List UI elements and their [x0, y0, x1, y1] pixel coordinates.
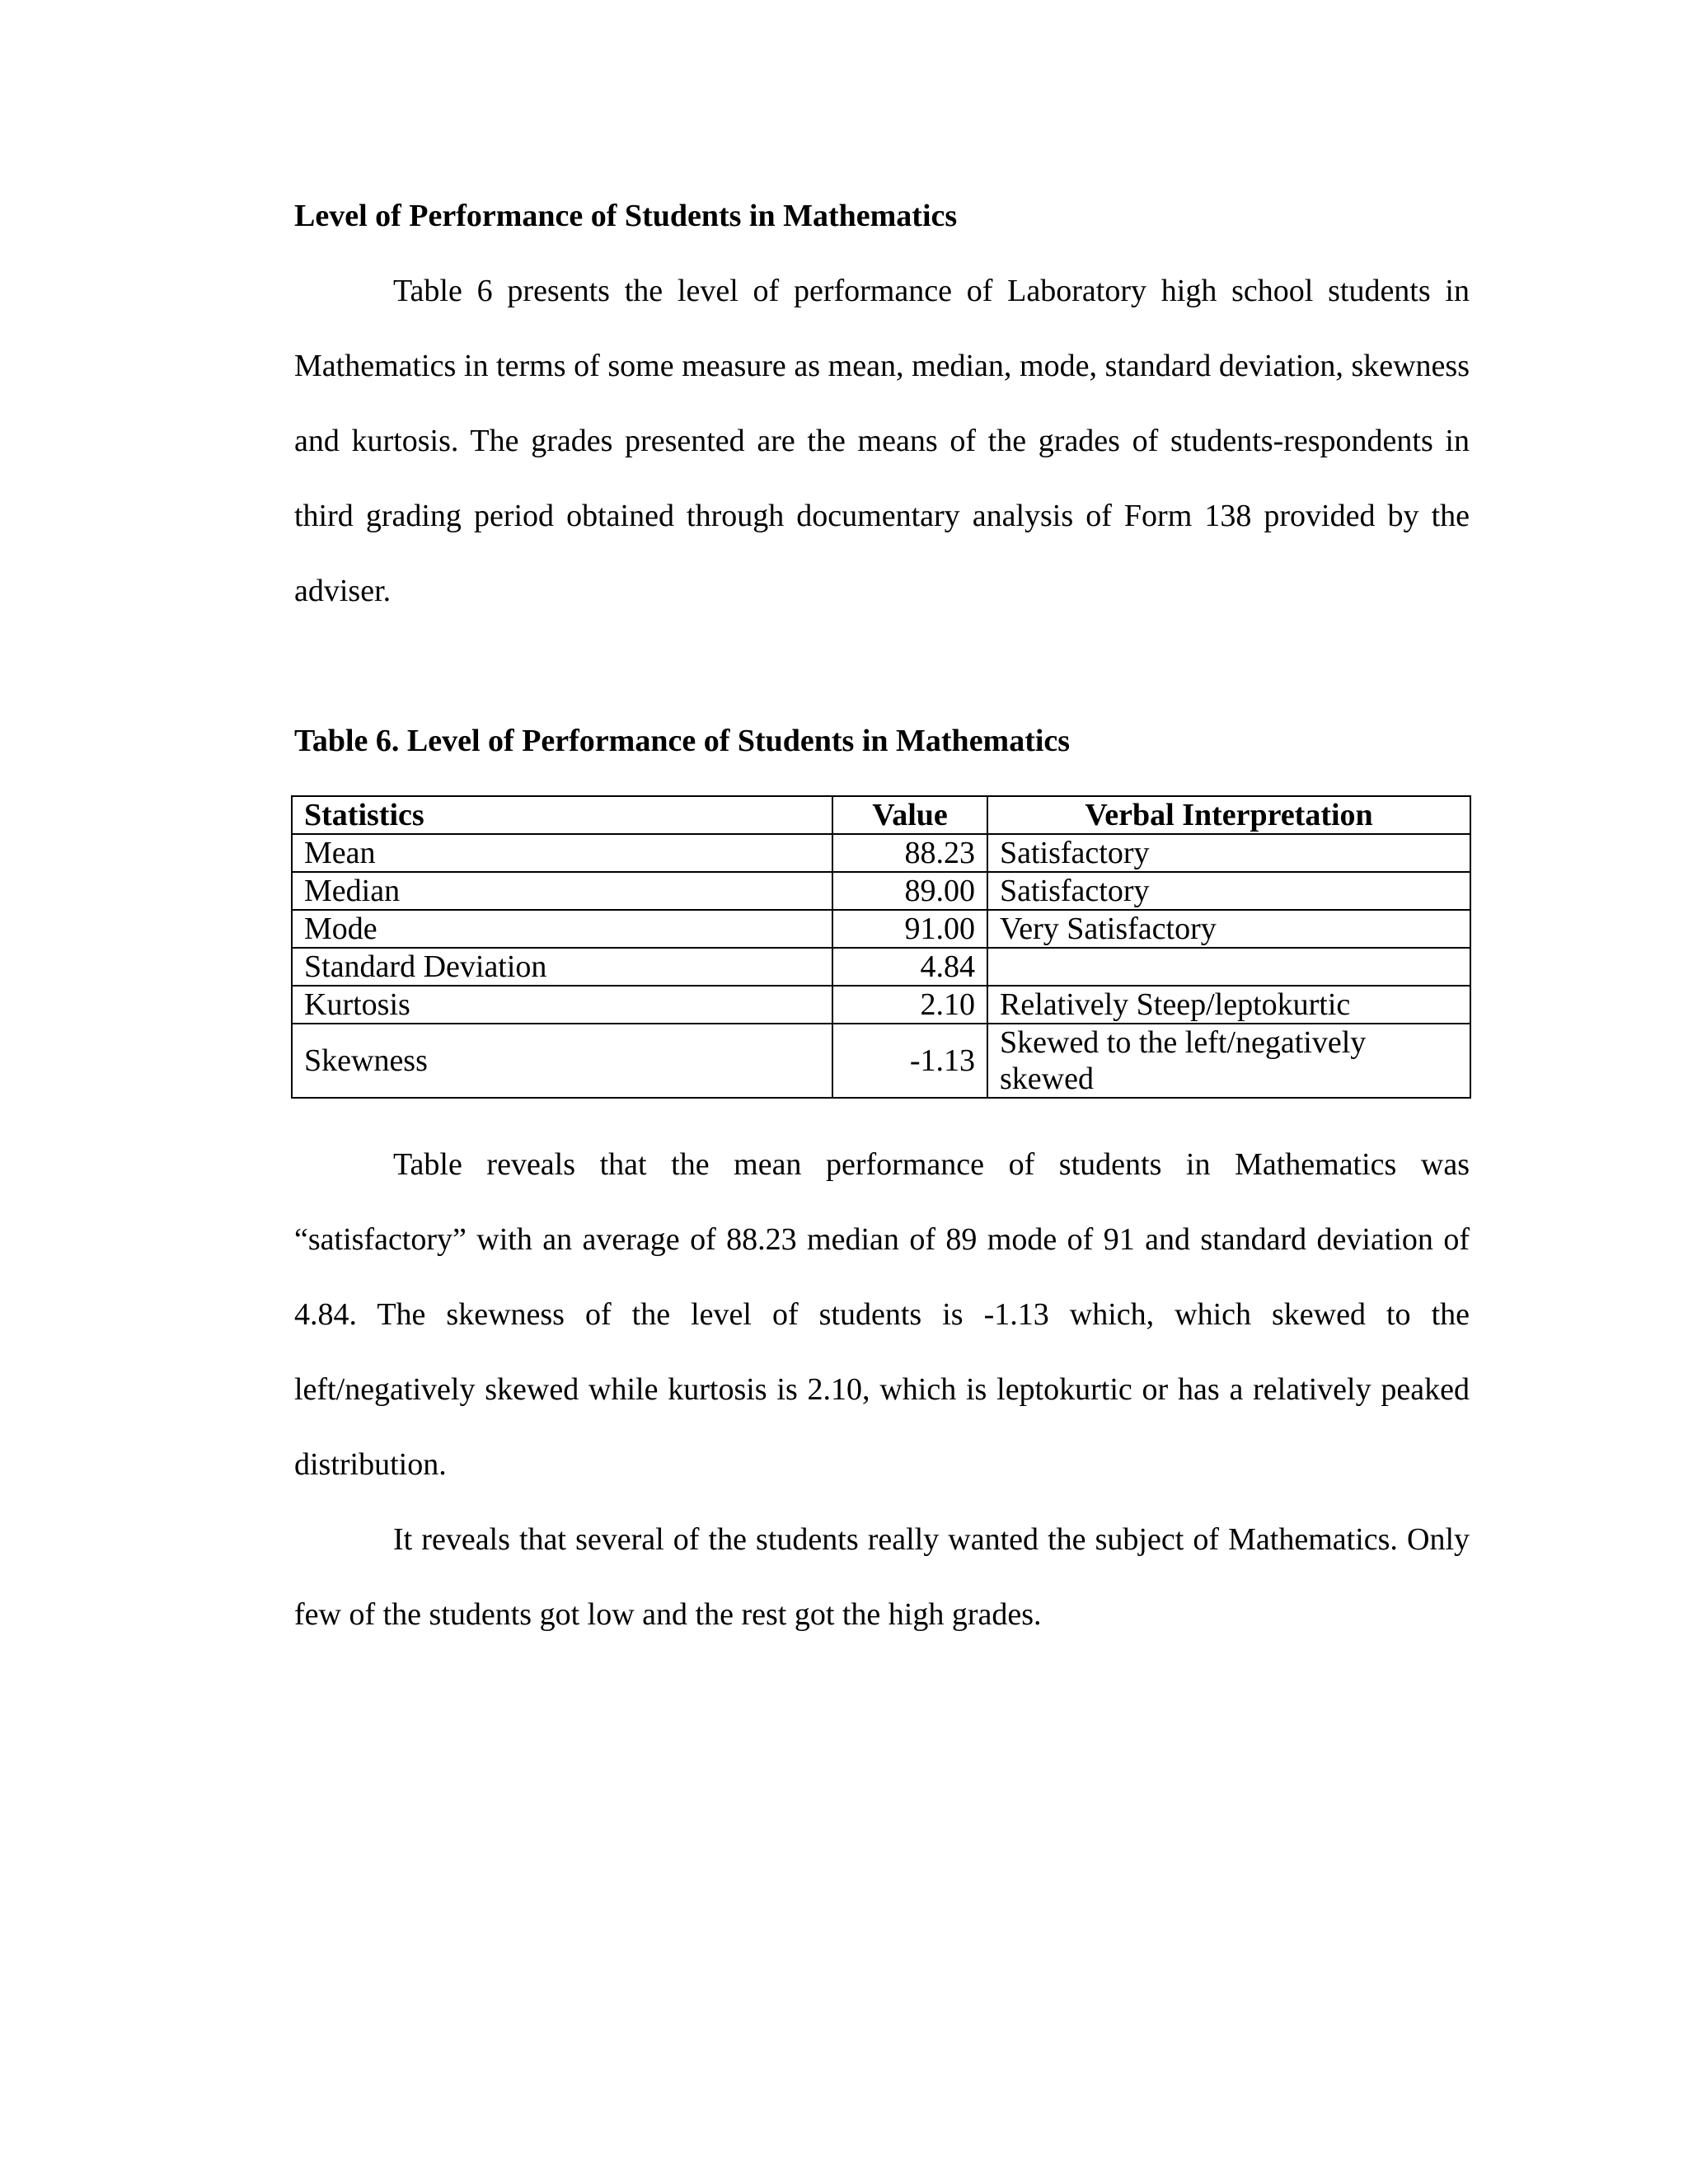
- row-interpretation: Very Satisfactory: [987, 910, 1470, 948]
- header-statistics: Statistics: [292, 796, 832, 834]
- table-row: [292, 834, 1470, 872]
- section-heading: Level of Performance of Students in Mathematics: [294, 199, 958, 233]
- table-header-row: [292, 796, 1470, 834]
- row-value: 2.10: [832, 986, 987, 1024]
- row-interpretation: Relatively Steep/leptokurtic: [987, 986, 1470, 1024]
- intro-paragraph: Table 6 presents the level of performance of Laboratory high school students in Mathematics in terms of some measure as mean, median, mode, standard deviation, skewness and kurtosis. The grades presented are the means of the grades of students-respondents in third grading period obtained through documentary analysis of Form 138 provided by the adviser.: [294, 274, 1470, 608]
- row-interpretation: Satisfactory: [987, 834, 1470, 872]
- row-value: 89.00: [832, 872, 987, 910]
- row-statistic: Median: [292, 872, 832, 910]
- row-interpretation: [987, 948, 1470, 986]
- row-interpretation: Satisfactory: [987, 872, 1470, 910]
- row-value: 88.23: [832, 834, 987, 872]
- table-row: [292, 948, 1470, 986]
- header-verbal-interpretation: Verbal Interpretation: [987, 796, 1470, 834]
- row-statistic: Standard Deviation: [292, 948, 832, 986]
- row-value: 4.84: [832, 948, 987, 986]
- findings-paragraph: Table reveals that the mean performance of students in Mathematics was “satisfactory” with an average of 88.23 median of 89 mode of 91 and standard deviation of 4.84. The skewness of the level of students is -1.13 which, which skewed to the left/negatively skewed while kurtosis is 2.10, which is leptokurtic or has a relatively peaked distribution.: [294, 1147, 1470, 1482]
- table-title: Table 6. Level of Performance of Students in Mathematics: [294, 724, 1071, 758]
- table-row: [292, 986, 1470, 1024]
- row-statistic: Skewness: [292, 1024, 832, 1098]
- header-value: Value: [832, 796, 987, 834]
- table-row: [292, 872, 1470, 910]
- row-statistic: Mean: [292, 834, 832, 872]
- table-row: [292, 1024, 1470, 1098]
- row-interpretation: Skewed to the left/negatively skewed: [987, 1024, 1470, 1098]
- row-value: -1.13: [832, 1024, 987, 1098]
- table-row: [292, 910, 1470, 948]
- row-value: 91.00: [832, 910, 987, 948]
- conclusion-paragraph: It reveals that several of the students really wanted the subject of Mathematics. Only few of the students got low and the rest got the high grades.: [294, 1522, 1470, 1632]
- row-statistic: Kurtosis: [292, 986, 832, 1024]
- statistics-table: [291, 795, 1471, 1099]
- row-statistic: Mode: [292, 910, 832, 948]
